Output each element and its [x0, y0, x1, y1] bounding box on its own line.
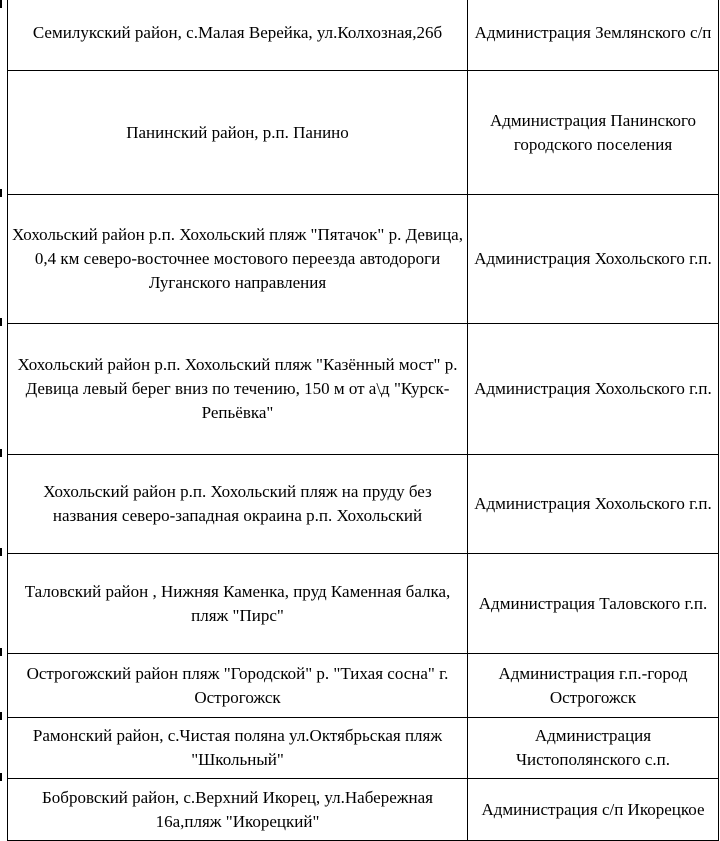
location-cell: Острогожский район пляж "Городской" р. "Тихая сосна" г. Острогожск [8, 654, 468, 718]
table-row [8, 455, 719, 554]
table-row [8, 71, 719, 195]
left-edge-mark [0, 712, 2, 720]
table-row [8, 0, 719, 71]
administration-cell: Администрация Хохольского г.п. [468, 455, 719, 554]
administration-cell: Администрация Хохольского г.п. [468, 195, 719, 324]
table-row [8, 195, 719, 324]
left-edge-mark [0, 548, 2, 556]
location-cell: Хохольский район р.п. Хохольский пляж "Пятачок" р. Девица, 0,4 км северо-восточнее мостового переезда автодороги Луганского направления [8, 195, 468, 324]
administration-cell: Администрация Чистополянского с.п. [468, 718, 719, 779]
location-cell: Семилукский район, с.Малая Верейка, ул.Колхозная,26б [8, 0, 468, 71]
administration-cell: Администрация г.п.-город Острогожск [468, 654, 719, 718]
left-edge-mark [0, 648, 2, 656]
table-row [8, 779, 719, 841]
left-edge-mark [0, 449, 2, 457]
location-cell: Хохольский район р.п. Хохольский пляж "Казённый мост" р. Девица левый берег вниз по течению, 150 м от а\д "Курск-Репьёвка" [8, 324, 468, 455]
location-cell: Рамонский район, с.Чистая поляна ул.Октябрьская пляж "Школьный" [8, 718, 468, 779]
administration-cell: Администрация Панинского городского поселения [468, 71, 719, 195]
location-cell: Таловский район , Нижняя Каменка, пруд Каменная балка, пляж "Пирс" [8, 554, 468, 654]
administration-cell: Администрация Хохольского г.п. [468, 324, 719, 455]
table-row [8, 554, 719, 654]
left-edge-mark [0, 189, 2, 197]
table-row [8, 654, 719, 718]
location-cell: Панинский район, р.п. Панино [8, 71, 468, 195]
left-edge-mark [0, 0, 2, 8]
administration-cell: Администрация Землянского с/п [468, 0, 719, 71]
beaches-table [7, 0, 719, 841]
table-row [8, 718, 719, 779]
administration-cell: Администрация Таловского г.п. [468, 554, 719, 654]
left-edge-mark [0, 318, 2, 326]
administration-cell: Администрация с/п Икорецкое [468, 779, 719, 841]
location-cell: Хохольский район р.п. Хохольский пляж на пруду без названия северо-западная окраина р.п. Хохольский [8, 455, 468, 554]
left-edge-mark [0, 773, 2, 781]
table-row [8, 324, 719, 455]
location-cell: Бобровский район, с.Верхний Икорец, ул.Набережная 16а,пляж "Икорецкий" [8, 779, 468, 841]
